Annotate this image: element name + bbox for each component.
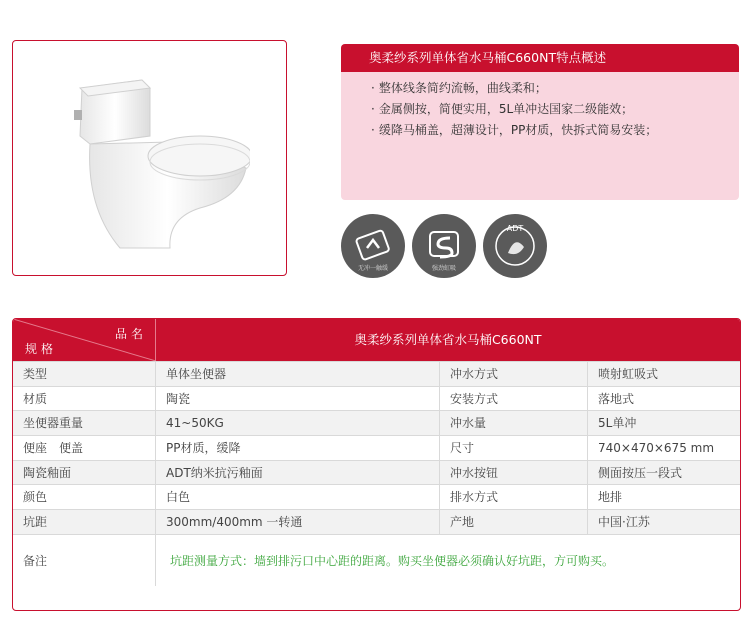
spec-label: 陶瓷釉面 <box>13 461 156 485</box>
header-pin: 品名 <box>114 327 147 341</box>
adt-glaze-badge <box>483 214 547 278</box>
siphon-flush-badge <box>412 214 476 278</box>
table-row <box>13 386 740 411</box>
table-row <box>13 435 740 460</box>
spec-label: 冲水按钮 <box>440 461 588 485</box>
spec-value: 侧面按压一段式 <box>598 465 683 480</box>
table-row <box>13 509 740 534</box>
spec-label: 安装方式 <box>440 387 588 411</box>
feature-item: · 缓降马桶盖，超薄设计，PP材质，快拆式简易安装； <box>371 120 739 141</box>
spec-value: 喷射虹吸式 <box>598 367 659 381</box>
spec-label: 类型 <box>13 362 156 386</box>
spec-label: 颜色 <box>13 485 156 509</box>
spec-value: 陶瓷 <box>156 387 440 411</box>
spec-value: 单体坐便器 <box>156 362 440 386</box>
spec-value: ADT纳米抗污釉面 <box>156 461 440 485</box>
spec-rows <box>13 361 740 534</box>
quick-release-badge <box>341 214 405 278</box>
product-photo-frame <box>12 40 287 276</box>
table-row <box>13 410 740 435</box>
quick-release-icon <box>353 226 393 266</box>
spec-label: 坐便器重量 <box>13 411 156 435</box>
badge-caption: 强劲虹吸 <box>431 265 456 272</box>
spec-label: 冲水方式 <box>440 362 588 386</box>
spec-value: 300mm/400mm 一转通 <box>156 510 440 534</box>
spec-value: 落地式 <box>598 391 635 406</box>
spec-value: 740×470×675 mm <box>598 441 715 456</box>
note-row <box>13 534 740 586</box>
adt-label: ADT <box>506 224 524 233</box>
spec-value: 41~50KG <box>156 411 440 435</box>
feature-item: · 整体线条简约流畅，曲线柔和； <box>371 78 739 99</box>
product-name: 奥柔纱系列单体省水马桶C660NT <box>354 332 542 347</box>
badge-caption: 无冲一触缓 <box>357 265 388 272</box>
spec-label: 材质 <box>13 387 156 411</box>
spec-value: PP材质，缓降 <box>156 436 440 460</box>
table-row <box>13 361 740 386</box>
feature-item: · 金属侧按，简便实用，5L单冲达国家二级能效； <box>371 99 739 120</box>
note-text: 坑距测量方式：墙到排污口中心距的距离。购买坐便器必须确认好坑距，方可购买。 <box>170 553 615 568</box>
spec-label: 冲水量 <box>440 411 588 435</box>
spec-label: 排水方式 <box>440 485 588 509</box>
header-gui: 规格 <box>25 342 58 356</box>
spec-table <box>12 318 741 611</box>
table-row <box>13 484 740 509</box>
table-row <box>13 460 740 485</box>
spec-value: 白色 <box>156 485 440 509</box>
feature-summary <box>341 44 739 200</box>
spec-label: 便座 便盖 <box>13 436 156 460</box>
header-corner <box>13 319 156 361</box>
siphon-flush-icon <box>424 226 464 266</box>
feature-title: 奥柔纱系列单体省水马桶C660NT特点概述 <box>341 44 739 72</box>
note-label: 备注 <box>13 535 156 586</box>
spec-value: 中国·江苏 <box>598 515 650 530</box>
spec-header <box>13 319 740 361</box>
spec-value: 地排 <box>598 490 623 505</box>
spec-label: 产地 <box>440 510 588 534</box>
spec-label: 坑距 <box>13 510 156 534</box>
feature-badges <box>341 214 547 278</box>
toilet-image <box>50 58 250 258</box>
spec-value: 5L单冲 <box>598 416 637 431</box>
spec-label: 尺寸 <box>440 436 588 460</box>
